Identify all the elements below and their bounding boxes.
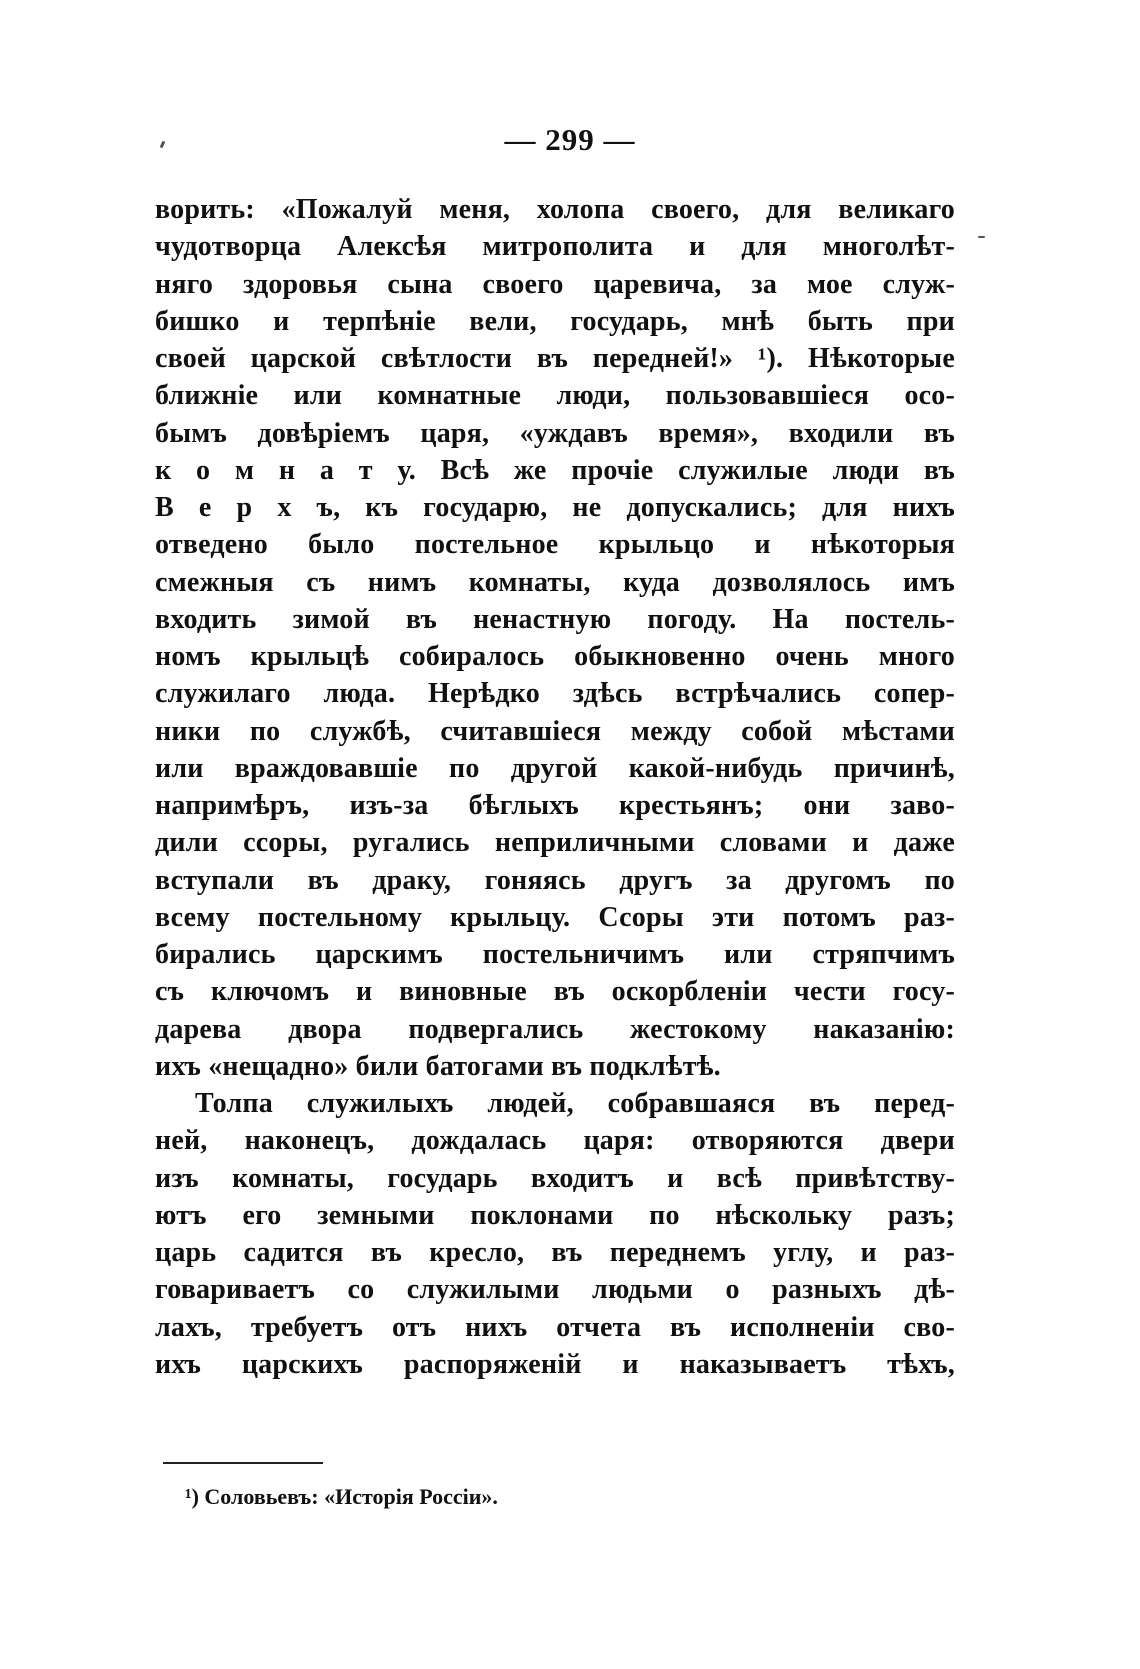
text-line: номъ крыльцѣ собиралось обыкновенно очень много: [155, 641, 955, 672]
text-line: всему постельному крыльцу. Ссоры эти потомъ раз-: [155, 901, 955, 933]
text-line: входить зимой въ ненастную погоду. На постель-: [155, 603, 955, 635]
text-line: Толпа служилыхъ людей, собравшаяся въ перед-: [195, 1088, 955, 1119]
text-line: царь садится въ кресло, въ переднемъ углу, и раз-: [155, 1237, 955, 1268]
text-line: няго здоровья сына своего царевича, за мое служ-: [155, 268, 955, 300]
text-line: В е р х ъ, къ государю, не допускались; для нихъ: [155, 492, 955, 523]
text-line: лахъ, требуетъ отъ нихъ отчета въ исполненіи сво-: [155, 1311, 955, 1343]
page-number: — 299 —: [504, 122, 636, 157]
text-line: бишко и терпѣніе вели, государь, мнѣ быть при: [155, 305, 955, 337]
footnote: ¹) Соловьевъ: «Исторія Россіи».: [185, 1484, 498, 1509]
text-line: отведено было постельное крыльцо и нѣкоторыя: [155, 529, 955, 561]
text-line: съ ключомъ и виновные въ оскорбленіи чести госу-: [155, 976, 955, 1008]
footnote-divider: [163, 1462, 323, 1464]
text-line: или враждовавшіе по другой какой-нибудь причинѣ,: [155, 752, 955, 784]
text-line: к о м н а т у. Всѣ же прочіе служилые люди въ: [155, 454, 955, 486]
text-line: смежныя съ нимъ комнаты, куда дозволялось имъ: [155, 566, 955, 598]
text-line: ники по службѣ, считавшіеся между собой мѣстами: [155, 715, 955, 747]
text-line: ближніе или комнатные люди, пользовавшіеся осо-: [155, 380, 955, 412]
text-line: говариваетъ со служилыми людьми о разныхъ дѣ-: [155, 1274, 955, 1306]
print-speck: [978, 236, 985, 238]
text-line: ихъ «нещадно» били батогами въ подклѣтѣ.: [155, 1050, 721, 1082]
text-line: ютъ его земными поклонами по нѣскольку разъ;: [155, 1199, 955, 1231]
text-line: ворить: «Пожалуй меня, холопа своего, для великаго: [155, 194, 955, 225]
text-line: вступали въ драку, гоняясь другъ за другомъ по: [155, 864, 955, 896]
text-line: служилаго люда. Нерѣдко здѣсь встрѣчались сопер-: [155, 678, 955, 710]
text-line: дарева двора подвергались жестокому наказанію:: [155, 1013, 955, 1045]
text-line: дили ссоры, ругались неприличными словами и даже: [155, 827, 955, 859]
text-line: напримѣръ, изъ-за бѣглыхъ крестьянъ; они заво-: [155, 790, 955, 821]
text-line: бымъ довѣріемъ царя, «уждавъ время», входили въ: [155, 417, 955, 449]
text-line: ней, наконецъ, дождалась царя: отворяются двери: [155, 1125, 955, 1157]
text-line: бирались царскимъ постельничимъ или стряпчимъ: [155, 939, 955, 970]
text-line: изъ комнаты, государь входитъ и всѣ привѣтству-: [155, 1162, 955, 1194]
body-text: [155, 191, 955, 1383]
text-line: ихъ царскихъ распоряженій и наказываетъ тѣхъ,: [155, 1348, 955, 1380]
text-line: своей царской свѣтлости въ передней!» ¹). Нѣкоторые: [155, 343, 955, 374]
text-line: чудотворца Алексѣя митрополита и для многолѣт-: [155, 231, 955, 263]
